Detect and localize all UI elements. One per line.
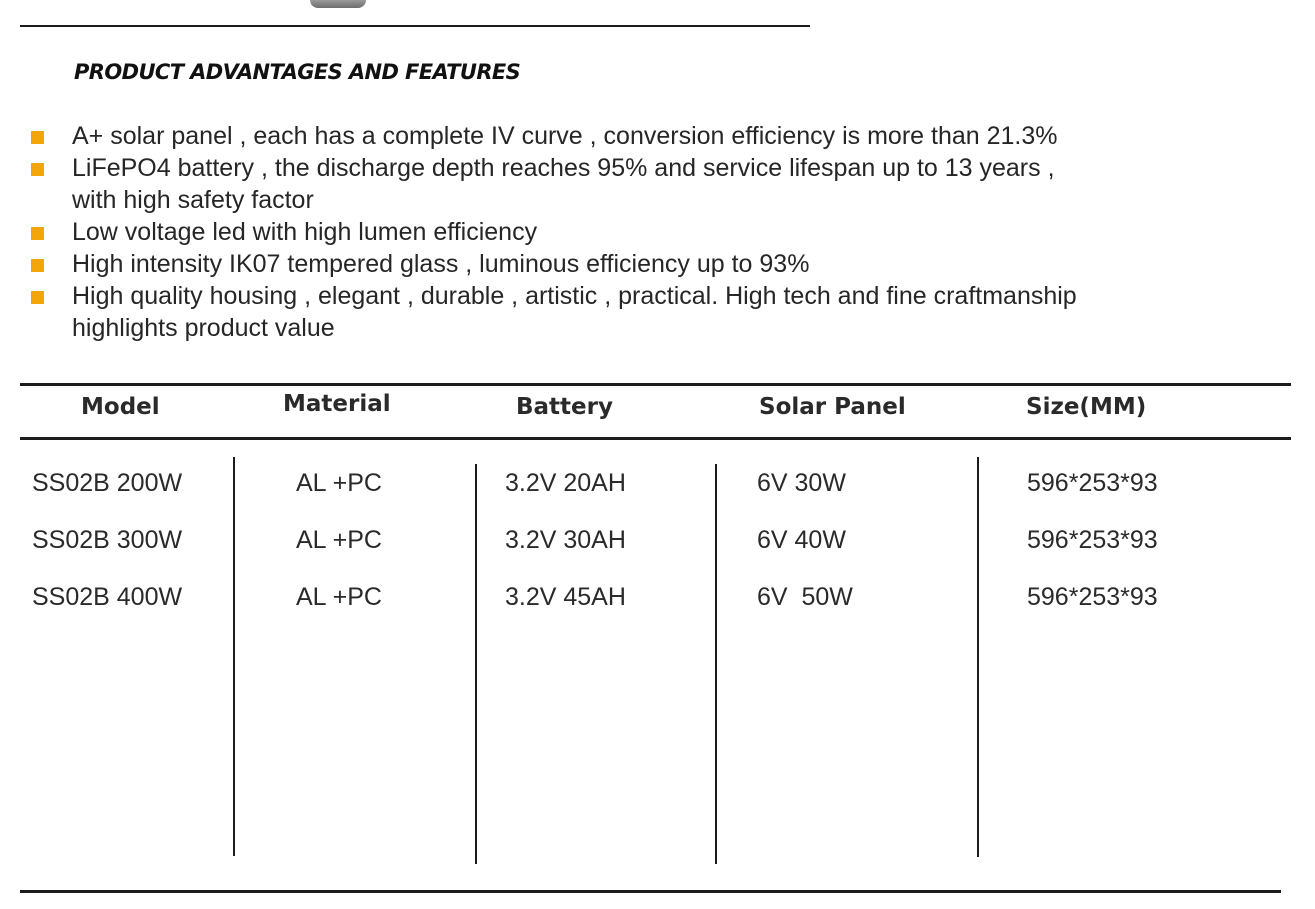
top-divider [20, 25, 810, 27]
feature-text: LiFePO4 battery , the discharge depth reaches 95% and service lifespan up to 13 years , [72, 154, 1055, 182]
feature-text: High quality housing , elegant , durable , artistic , practical. High tech and fine craftmanship [72, 282, 1077, 310]
cell-solar-panel: 6V 50W [757, 583, 853, 611]
column-divider [715, 464, 717, 864]
product-image-edge [310, 0, 366, 8]
feature-text-continued: highlights product value [72, 314, 335, 342]
cell-battery: 3.2V 30AH [505, 526, 626, 554]
feature-item [30, 248, 1230, 280]
cell-size: 596*253*93 [1027, 526, 1158, 554]
header-solar-panel: Solar Panel [759, 394, 906, 420]
header-size: Size(MM) [1026, 394, 1147, 420]
feature-text: Low voltage led with high lumen efficiency [72, 218, 538, 246]
cell-material: AL +PC [296, 469, 382, 497]
feature-text: High intensity IK07 tempered glass , luminous efficiency up to 93% [72, 250, 810, 278]
cell-battery: 3.2V 20AH [505, 469, 626, 497]
cell-material: AL +PC [296, 583, 382, 611]
table-top-rule [20, 383, 1291, 386]
feature-item [30, 216, 1230, 248]
column-divider [977, 457, 979, 857]
feature-text: A+ solar panel , each has a complete IV curve , conversion efficiency is more than 21.3% [72, 122, 1058, 150]
cell-solar-panel: 6V 30W [757, 469, 846, 497]
cell-size: 596*253*93 [1027, 469, 1158, 497]
features-list [30, 120, 1230, 344]
square-bullet-icon [31, 291, 44, 304]
cell-battery: 3.2V 45AH [505, 583, 626, 611]
header-model: Model [81, 394, 160, 420]
section-title: PRODUCT ADVANTAGES AND FEATURES [74, 60, 521, 84]
table-header-rule [20, 437, 1291, 440]
square-bullet-icon [31, 163, 44, 176]
square-bullet-icon [31, 227, 44, 240]
feature-item [30, 152, 1230, 216]
cell-material: AL +PC [296, 526, 382, 554]
feature-text-continued: with high safety factor [72, 186, 314, 214]
feature-item [30, 120, 1230, 152]
bottom-rule [20, 890, 1281, 893]
header-battery: Battery [516, 394, 613, 420]
header-material: Material [283, 391, 391, 417]
square-bullet-icon [31, 259, 44, 272]
cell-model: SS02B 300W [32, 526, 183, 554]
feature-item [30, 280, 1230, 344]
cell-size: 596*253*93 [1027, 583, 1158, 611]
column-divider [475, 464, 477, 864]
cell-model: SS02B 200W [32, 469, 183, 497]
square-bullet-icon [31, 131, 44, 144]
column-divider [233, 457, 235, 856]
cell-model: SS02B 400W [32, 583, 183, 611]
cell-solar-panel: 6V 40W [757, 526, 846, 554]
